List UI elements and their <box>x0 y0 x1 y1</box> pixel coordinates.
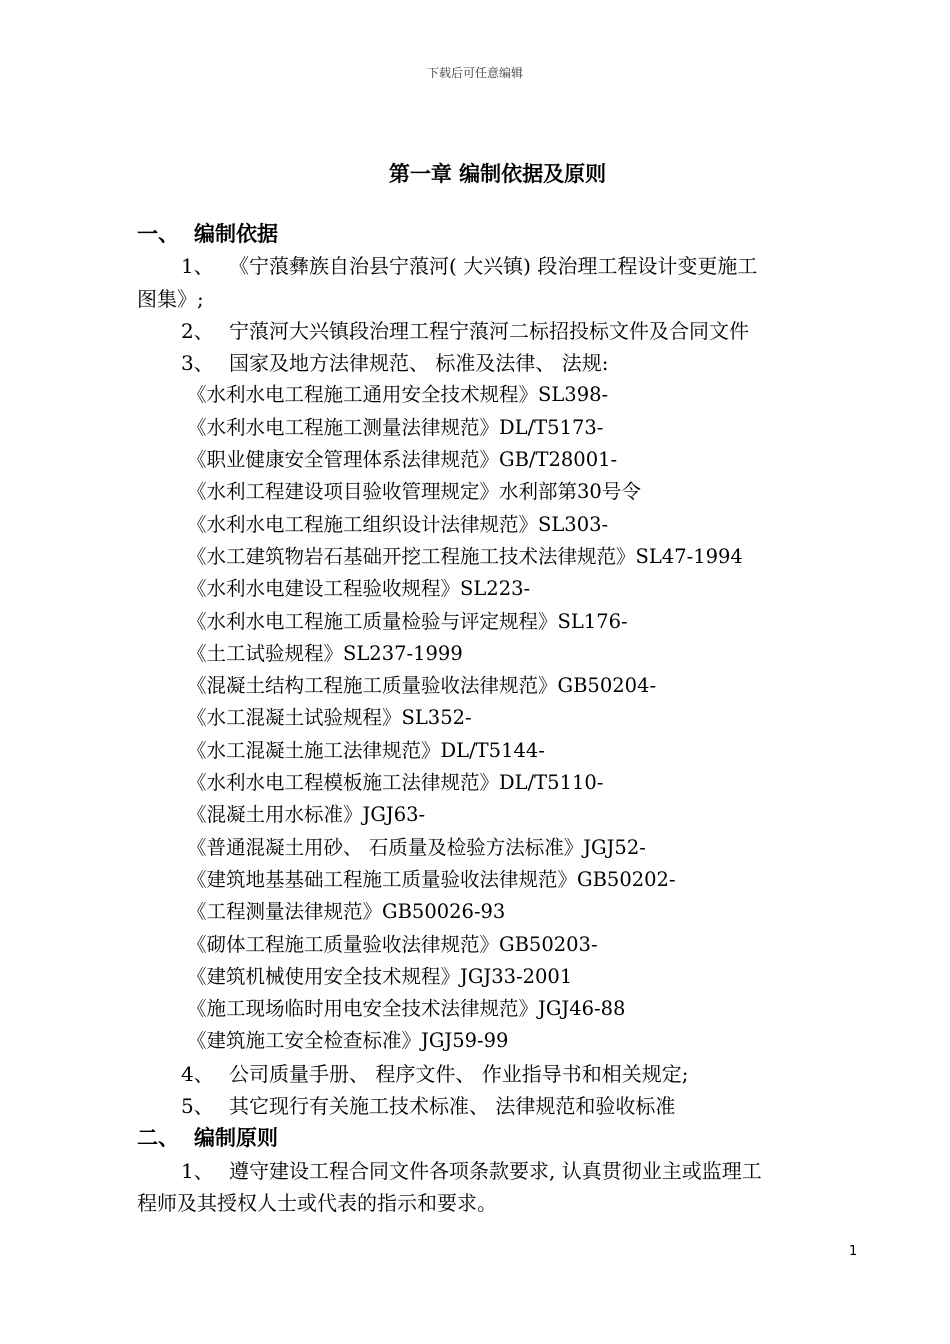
reference-item: 《水利水电工程施工测量法律规范》DL/T5173- <box>187 415 604 439</box>
item-text: 公司质量手册、 程序文件、 作业指导书和相关规定; <box>229 1061 689 1086</box>
reference-item: 《水利水电建设工程验收规程》SL223- <box>187 577 531 601</box>
reference-item: 《水利水电工程施工通用安全技术规程》SL398- <box>187 383 609 407</box>
item-number: 4、 <box>181 1061 214 1086</box>
item-number: 5、 <box>181 1094 214 1119</box>
item-text: 其它现行有关施工技术标准、 法律规范和验收标准 <box>229 1094 676 1119</box>
reference-item: 《水工混凝土试验规程》SL352- <box>187 706 472 730</box>
basis-item-4 <box>137 1058 857 1090</box>
item-number: 3、 <box>181 351 214 376</box>
reference-item: 《水利工程建设项目验收管理规定》水利部第30号令 <box>187 480 641 504</box>
section-heading-basis <box>137 218 857 250</box>
reference-item: 《砌体工程施工质量验收法律规范》GB50203- <box>187 932 598 956</box>
reference-item: 《建筑地基基础工程施工质量验收法律规范》GB50202- <box>187 867 676 891</box>
reference-item: 《施工现场临时用电安全技术法律规范》JGJ46-88 <box>187 997 626 1021</box>
item-number: 1、 <box>181 254 214 279</box>
reference-item: 《土工试验规程》SL237-1999 <box>187 641 463 665</box>
document-body <box>137 218 857 1219</box>
reference-item: 《水利水电工程施工质量检验与评定规程》SL176- <box>187 609 628 633</box>
item-text: 遵守建设工程合同文件各项条款要求, 认真贯彻业主或监理工 <box>229 1158 762 1183</box>
section-title: 编制依据 <box>194 222 278 246</box>
reference-item: 《水工建筑物岩石基础开挖工程施工技术法律规范》SL47-1994 <box>187 544 743 568</box>
reference-item: 《混凝土结构工程施工质量验收法律规范》GB50204- <box>187 674 657 698</box>
reference-item: 《职业健康安全管理体系法律规范》GB/T28001- <box>187 448 618 472</box>
section-heading-principles <box>137 1122 857 1154</box>
principle-item-1 <box>137 1155 857 1187</box>
basis-item-1 <box>137 250 857 282</box>
item-text: 宁蒗河大兴镇段治理工程宁蒗河二标招投标文件及合同文件 <box>229 318 749 343</box>
item-text: 《宁蒗彝族自治县宁蒗河( 大兴镇) 段治理工程设计变更施工 <box>229 254 758 279</box>
page-number: 1 <box>849 1244 858 1259</box>
item-number: 2、 <box>181 318 214 343</box>
basis-item-3 <box>137 347 857 379</box>
reference-item: 《建筑施工安全检查标准》JGJ59-99 <box>187 1029 509 1053</box>
reference-item: 《水工混凝土施工法律规范》DL/T5144- <box>187 738 545 762</box>
reference-item: 《建筑机械使用安全技术规程》JGJ33-2001 <box>187 964 573 988</box>
item-number: 1、 <box>181 1158 214 1183</box>
principle-item-1-continuation: 程师及其授权人士或代表的指示和要求。 <box>137 1190 497 1215</box>
basis-item-5 <box>137 1090 857 1122</box>
chapter-title: 第一章 编制依据及原则 <box>388 162 607 186</box>
section-title: 编制原则 <box>194 1126 278 1151</box>
basis-item-1-continuation: 图集》; <box>137 286 204 311</box>
basis-item-2 <box>137 315 857 347</box>
item-text: 国家及地方法律规范、 标准及法律、 法规: <box>229 351 609 376</box>
page-header: 下载后可任意编辑 <box>426 66 523 80</box>
reference-item: 《工程测量法律规范》GB50026-93 <box>187 900 506 924</box>
section-number: 一、 <box>137 222 179 246</box>
reference-item: 《水利水电工程施工组织设计法律规范》SL303- <box>187 512 609 536</box>
reference-item: 《普通混凝土用砂、 石质量及检验方法标准》JGJ52- <box>187 835 646 859</box>
reference-item: 《混凝土用水标准》JGJ63- <box>187 803 426 827</box>
reference-item: 《水利水电工程模板施工法律规范》DL/T5110- <box>187 771 604 795</box>
section-number: 二、 <box>137 1126 179 1151</box>
